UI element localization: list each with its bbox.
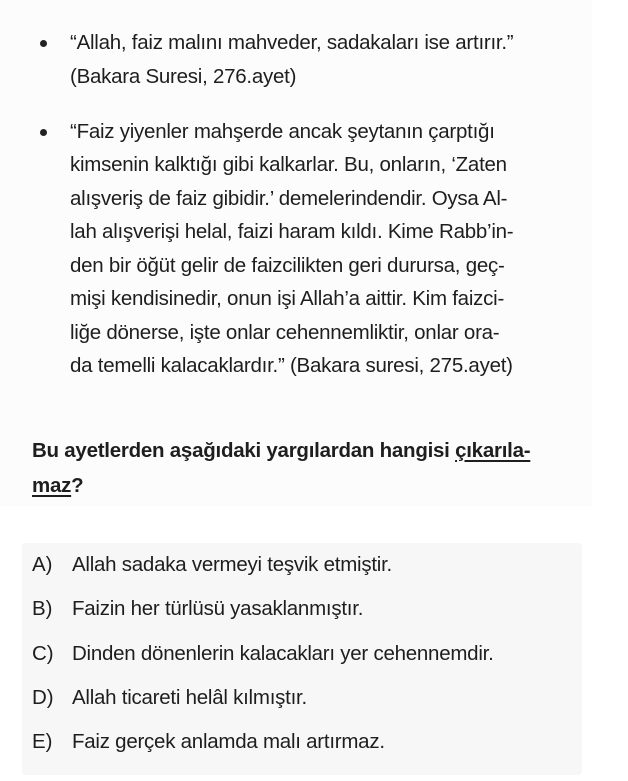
quote-2-line-1: “Faiz yiyenler mahşerde ancak şeytanın çarptığı xyxy=(70,120,495,143)
option-text: Allah ticareti helâl kılmıştır. xyxy=(72,686,307,709)
question-text: Bu ayetlerden aşağıdaki yargılardan hangisi xyxy=(32,439,456,462)
bullet-icon xyxy=(40,40,47,47)
quote-2-line-5: den bir öğüt gelir de faizcilikten geri durursa, geç- xyxy=(70,254,505,277)
option-text: Faiz gerçek anlamda malı artırmaz. xyxy=(72,730,385,753)
option-text: Faizin her türlüsü yasaklanmıştır. xyxy=(72,597,364,620)
option-letter: B) xyxy=(32,597,53,620)
quote-2-line-3: alışveriş de faiz gibidir.’ demelerindendir. Oysa Al- xyxy=(70,187,508,210)
quote-2-line-7: liğe dönerse, işte onlar cehennemliktir, onlar ora- xyxy=(70,321,500,344)
quote-2-line-4: lah alışverişi helal, faizi haram kıldı. Kime Rabb’in- xyxy=(70,220,514,243)
option-text: Allah sadaka vermeyi teşvik etmiştir. xyxy=(72,553,393,576)
question-emphasis: çıkarıla- xyxy=(455,439,531,462)
quote-1-line-1: “Allah, faiz malını mahveder, sadakaları ise artırır.” xyxy=(70,31,514,54)
quote-2-line-2: kimsenin kalktığı gibi kalkarlar. Bu, onların, ‘Zaten xyxy=(70,153,507,176)
bullet-icon xyxy=(40,129,47,136)
question-emphasis: maz xyxy=(32,474,72,497)
quote-2-line-6: mişi kendisinedir, onun işi Allah’a aittir. Kim faizci- xyxy=(70,287,505,310)
quote-1-line-2: (Bakara Suresi, 276.ayet) xyxy=(70,65,297,88)
question-line-2 xyxy=(32,474,83,498)
option-letter: A) xyxy=(32,553,53,576)
option-letter: C) xyxy=(32,642,54,665)
quote-2-line-8: da temelli kalacaklardır.” (Bakara suresi, 275.ayet) xyxy=(70,354,513,377)
question-mark: ? xyxy=(71,474,84,497)
question-line-1 xyxy=(32,439,530,463)
option-letter: E) xyxy=(32,730,53,753)
option-text: Dinden dönenlerin kalacakları yer cehennemdir. xyxy=(72,642,494,665)
option-letter: D) xyxy=(32,686,54,709)
